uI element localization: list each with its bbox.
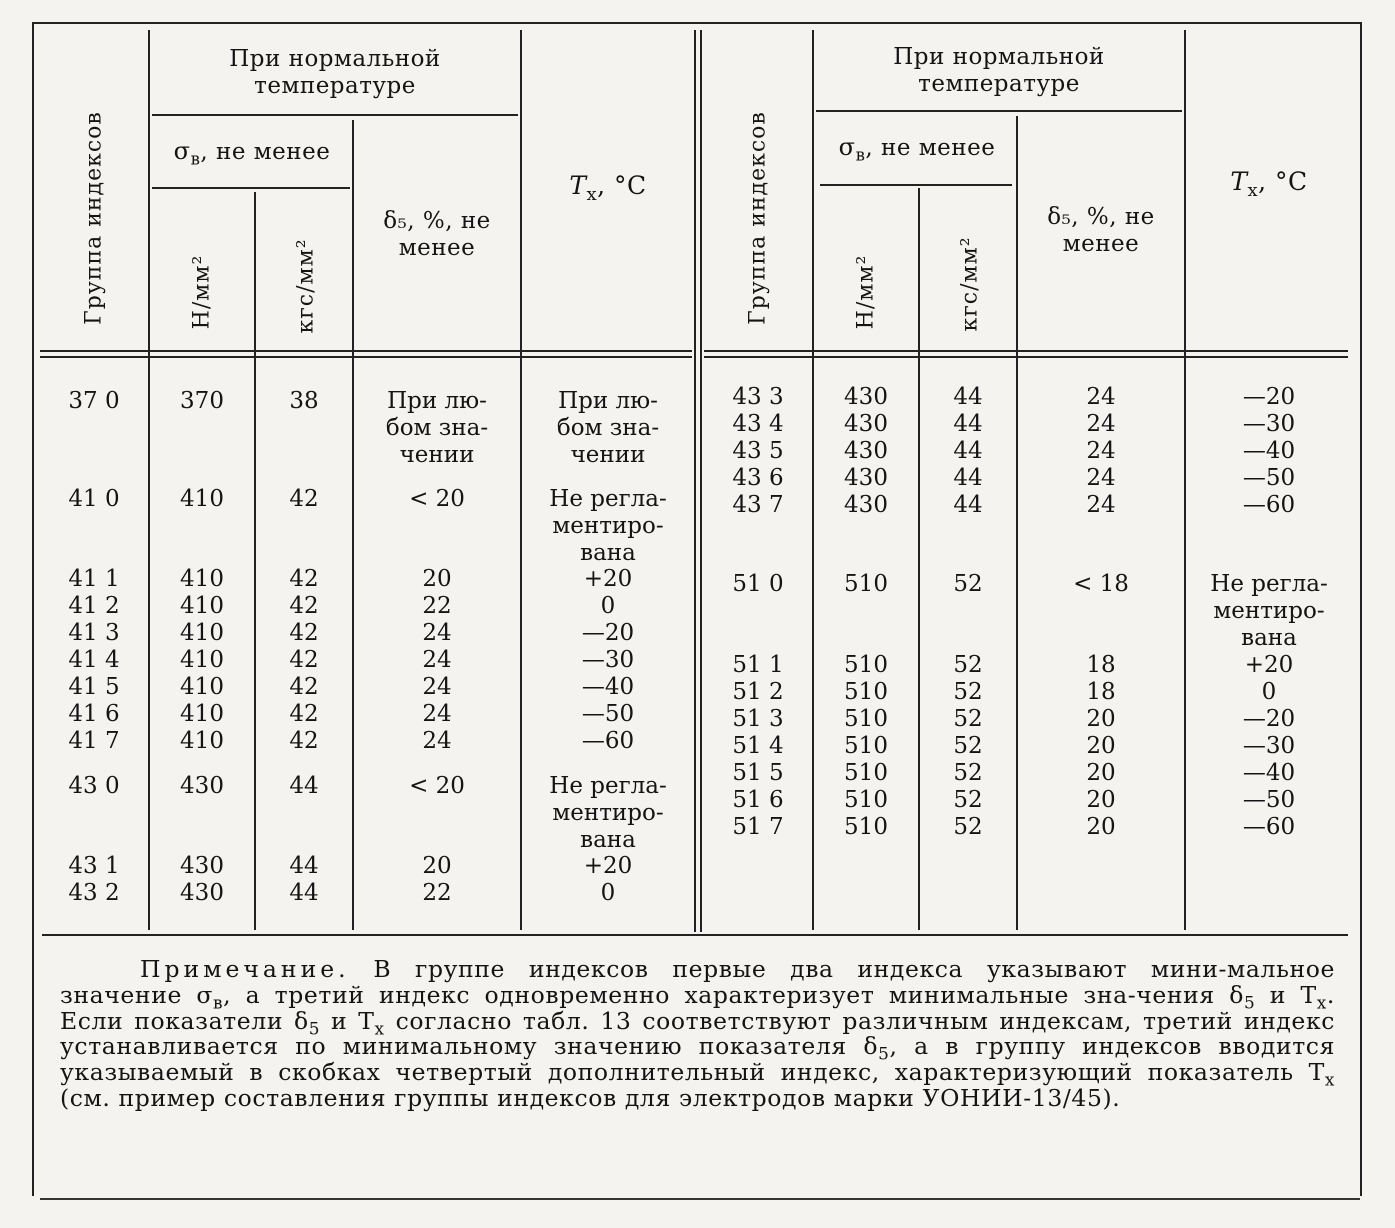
left-row-10-d: < 20	[409, 773, 465, 799]
right-row-11-n: 510	[844, 760, 888, 786]
right-row-5-d: 24	[1086, 492, 1116, 518]
table-bottom-border	[40, 1198, 1360, 1200]
right-tx-sub: x	[1247, 180, 1259, 201]
note-text-5: и T	[320, 1006, 375, 1035]
right-row-2-group: 43 4	[732, 411, 784, 437]
right-row-7-tx: +20	[1244, 652, 1294, 678]
left-row-5-n: 410	[180, 620, 224, 646]
note-sub-2: 5	[1244, 992, 1256, 1013]
right-row-4-kgs: 44	[953, 465, 983, 491]
right-row-2-n: 430	[844, 411, 888, 437]
right-row-6-d: < 18	[1073, 571, 1129, 597]
note-text-8: (см. пример составления группы индексов для электродов марки УОНИИ-13/45).	[60, 1083, 1121, 1112]
right-row-11-group: 51 5	[732, 760, 784, 786]
left-row-11-kgs: 44	[289, 853, 319, 879]
right-row-9-d: 20	[1086, 706, 1116, 732]
right-hline-normal	[816, 110, 1182, 112]
left-row-7-kgs: 42	[289, 674, 319, 700]
right-row-5-tx: —60	[1242, 492, 1296, 518]
right-col-group-header: Группа индексов	[745, 111, 771, 325]
note-text-2: , а третий индекс одновременно характеризует минимальные зна-чения δ	[223, 980, 1245, 1009]
right-row-6-tx: Не регла- ментиро- вана	[1210, 571, 1328, 651]
right-row-2-kgs: 44	[953, 411, 983, 437]
left-tx-header	[522, 171, 694, 205]
left-row-4-tx: 0	[600, 593, 616, 619]
left-row-12-kgs: 44	[289, 880, 319, 906]
left-row-1-tx: При лю- бом зна- чении	[556, 388, 660, 468]
right-row-4-n: 430	[844, 465, 888, 491]
left-row-5-d: 24	[422, 620, 452, 646]
note-sub-5: x	[374, 1018, 385, 1039]
right-row-13-d: 20	[1086, 814, 1116, 840]
right-row-12-d: 20	[1086, 787, 1116, 813]
right-row-1-kgs: 44	[953, 384, 983, 410]
left-row-9-tx: —60	[581, 728, 635, 754]
left-row-3-n: 410	[180, 566, 224, 592]
left-row-12-d: 22	[422, 880, 452, 906]
right-row-7-n: 510	[844, 652, 888, 678]
right-row-13-kgs: 52	[953, 814, 983, 840]
right-delta-line2: менее	[1062, 231, 1140, 257]
right-row-9-tx: —20	[1242, 706, 1296, 732]
left-sigma-symbol: σ	[173, 137, 191, 165]
left-row-7-d: 24	[422, 674, 452, 700]
right-sigma-header	[818, 133, 1016, 165]
left-row-7-group: 41 5	[68, 674, 120, 700]
left-row-6-tx: —30	[581, 647, 635, 673]
left-hline-normal	[152, 114, 518, 116]
left-row-6-n: 410	[180, 647, 224, 673]
right-row-9-kgs: 52	[953, 706, 983, 732]
left-col-group-header: Группа индексов	[81, 111, 107, 325]
left-row-6-kgs: 42	[289, 647, 319, 673]
right-row-3-tx: —40	[1242, 438, 1296, 464]
left-row-9-n: 410	[180, 728, 224, 754]
right-tx-symbol: T	[1230, 167, 1248, 196]
right-row-5-n: 430	[844, 492, 888, 518]
left-sigma-suffix: , не менее	[200, 139, 331, 165]
right-row-6-kgs: 52	[953, 571, 983, 597]
left-row-10-n: 430	[180, 773, 224, 799]
right-row-11-d: 20	[1086, 760, 1116, 786]
right-row-7-kgs: 52	[953, 652, 983, 678]
left-row-9-d: 24	[422, 728, 452, 754]
right-row-4-tx: —50	[1242, 465, 1296, 491]
left-row-3-d: 20	[422, 566, 452, 592]
right-row-4-d: 24	[1086, 465, 1116, 491]
left-header-separator	[40, 350, 692, 358]
left-row-2-n: 410	[180, 486, 224, 512]
left-normal-temp-line1: При нормальной	[229, 46, 441, 72]
left-row-2-d: < 20	[409, 486, 465, 512]
left-row-11-d: 20	[422, 853, 452, 879]
right-row-5-kgs: 44	[953, 492, 983, 518]
right-row-12-tx: —50	[1242, 787, 1296, 813]
note-label: Примечание.	[140, 955, 350, 983]
note-sub-1: в	[213, 992, 224, 1013]
right-row-11-tx: —40	[1242, 760, 1296, 786]
right-row-5-group: 43 7	[732, 492, 784, 518]
right-delta-header	[1018, 204, 1184, 258]
left-row-12-group: 43 2	[68, 880, 120, 906]
left-delta-header	[354, 208, 520, 262]
right-row-8-tx: 0	[1261, 679, 1277, 705]
note-text-4: . Если показатели δ	[60, 980, 1335, 1035]
note-sub-4: 5	[308, 1018, 321, 1039]
right-row-7-d: 18	[1086, 652, 1116, 678]
right-row-11-kgs: 52	[953, 760, 983, 786]
right-row-13-n: 510	[844, 814, 888, 840]
right-row-3-kgs: 44	[953, 438, 983, 464]
left-row-8-tx: —50	[581, 701, 635, 727]
right-row-8-n: 510	[844, 679, 888, 705]
left-row-1-n: 370	[180, 388, 224, 414]
left-row-11-tx: +20	[583, 853, 633, 879]
right-row-10-tx: —30	[1242, 733, 1296, 759]
left-hline-sigma	[152, 187, 350, 189]
left-row-3-group: 41 1	[68, 566, 120, 592]
left-row-10-kgs: 44	[289, 773, 319, 799]
left-row-2-tx: Не регла- ментиро- вана	[549, 486, 667, 566]
right-row-4-group: 43 6	[732, 465, 784, 491]
right-row-8-group: 51 2	[732, 679, 784, 705]
right-row-3-group: 43 5	[732, 438, 784, 464]
right-sigma-sub: в	[855, 145, 866, 165]
left-row-4-d: 22	[422, 593, 452, 619]
left-row-1-d: При лю- бом зна- чении	[385, 388, 489, 468]
left-row-1-group: 37 0	[68, 388, 120, 414]
left-row-6-group: 41 4	[68, 647, 120, 673]
left-row-5-kgs: 42	[289, 620, 319, 646]
left-row-3-kgs: 42	[289, 566, 319, 592]
left-tx-symbol: T	[569, 171, 587, 200]
right-tx-suffix: , °C	[1258, 167, 1308, 196]
left-row-11-group: 43 1	[68, 853, 120, 879]
left-row-8-n: 410	[180, 701, 224, 727]
left-normal-temp-line2: температуре	[254, 73, 416, 99]
note-text-1: В группе индексов первые два индекса указывают мини-мальное значение σ	[60, 955, 1335, 1009]
right-row-10-group: 51 4	[732, 733, 784, 759]
left-sigma-sub: в	[190, 149, 201, 169]
left-row-9-group: 41 7	[68, 728, 120, 754]
right-row-1-d: 24	[1086, 384, 1116, 410]
left-unit-kgs: кгс/мм²	[293, 238, 319, 334]
left-row-4-group: 41 2	[68, 593, 120, 619]
left-tx-suffix: , °C	[597, 171, 647, 200]
right-sigma-symbol: σ	[838, 133, 856, 161]
left-tx-sub: x	[586, 184, 598, 205]
left-sigma-header	[152, 137, 352, 169]
left-unit-nmm2: Н/мм²	[189, 254, 215, 330]
note-sub-3: x	[1316, 992, 1327, 1013]
note-text-6: согласно табл. 13 соответствуют различным индексам, третий индекс устанавливается по минимальному значению показателя δ	[60, 1006, 1335, 1061]
note-text-7: , а в группу индексов вводится указываемый в скобках четвертый дополнительный индекс, характеризующий показатель T	[60, 1032, 1335, 1087]
right-row-6-n: 510	[844, 571, 888, 597]
right-row-8-kgs: 52	[953, 679, 983, 705]
left-row-8-group: 41 6	[68, 701, 120, 727]
right-row-8-d: 18	[1086, 679, 1116, 705]
left-delta-line1: δ₅, %, не	[383, 208, 491, 234]
left-row-12-tx: 0	[600, 880, 616, 906]
right-row-10-kgs: 52	[953, 733, 983, 759]
right-header-separator	[704, 350, 1348, 358]
right-row-9-n: 510	[844, 706, 888, 732]
right-row-6-group: 51 0	[732, 571, 784, 597]
left-row-4-kgs: 42	[289, 593, 319, 619]
left-row-5-group: 41 3	[68, 620, 120, 646]
table-note	[60, 957, 1335, 1112]
right-tx-header	[1186, 167, 1352, 201]
left-row-9-kgs: 42	[289, 728, 319, 754]
right-row-10-n: 510	[844, 733, 888, 759]
left-delta-line2: менее	[398, 235, 476, 261]
right-row-1-n: 430	[844, 384, 888, 410]
left-row-6-d: 24	[422, 647, 452, 673]
left-row-7-tx: —40	[581, 674, 635, 700]
left-row-10-group: 43 0	[68, 773, 120, 799]
right-row-1-group: 43 3	[732, 384, 784, 410]
right-unit-nmm2: Н/мм²	[853, 254, 879, 330]
left-row-2-kgs: 42	[289, 486, 319, 512]
left-row-5-tx: —20	[581, 620, 635, 646]
right-normal-temp-line2: температуре	[918, 71, 1080, 97]
right-row-12-kgs: 52	[953, 787, 983, 813]
right-row-2-d: 24	[1086, 411, 1116, 437]
left-vline-2	[254, 192, 256, 930]
right-row-12-n: 510	[844, 787, 888, 813]
left-row-3-tx: +20	[583, 566, 633, 592]
right-row-13-group: 51 7	[732, 814, 784, 840]
center-divider-a	[694, 30, 696, 932]
left-row-8-kgs: 42	[289, 701, 319, 727]
right-row-7-group: 51 1	[732, 652, 784, 678]
left-row-12-n: 430	[180, 880, 224, 906]
note-separator	[42, 934, 1348, 936]
left-row-7-n: 410	[180, 674, 224, 700]
right-row-10-d: 20	[1086, 733, 1116, 759]
right-row-3-n: 430	[844, 438, 888, 464]
right-sigma-suffix: , не менее	[865, 135, 996, 161]
right-row-13-tx: —60	[1242, 814, 1296, 840]
right-hline-sigma	[820, 184, 1012, 186]
right-row-9-group: 51 3	[732, 706, 784, 732]
left-row-8-d: 24	[422, 701, 452, 727]
right-row-1-tx: —20	[1242, 384, 1296, 410]
right-normal-temp-line1: При нормальной	[893, 44, 1105, 70]
right-row-12-group: 51 6	[732, 787, 784, 813]
note-sub-7: x	[1324, 1069, 1335, 1090]
left-row-2-group: 41 0	[68, 486, 120, 512]
center-divider-b	[700, 30, 702, 932]
left-row-1-kgs: 38	[289, 388, 319, 414]
note-sub-6: 5	[878, 1044, 890, 1065]
left-row-4-n: 410	[180, 593, 224, 619]
right-row-2-tx: —30	[1242, 411, 1296, 437]
right-row-3-d: 24	[1086, 438, 1116, 464]
right-unit-kgs: кгс/мм²	[957, 236, 983, 332]
left-normal-temp-header	[152, 46, 518, 100]
right-delta-line1: δ₅, %, не	[1047, 204, 1155, 230]
left-row-10-tx: Не регла- ментиро- вана	[549, 773, 667, 853]
table-top-border	[32, 22, 1360, 24]
right-normal-temp-header	[816, 44, 1182, 98]
note-text-3: и T	[1255, 980, 1317, 1009]
left-row-11-n: 430	[180, 853, 224, 879]
